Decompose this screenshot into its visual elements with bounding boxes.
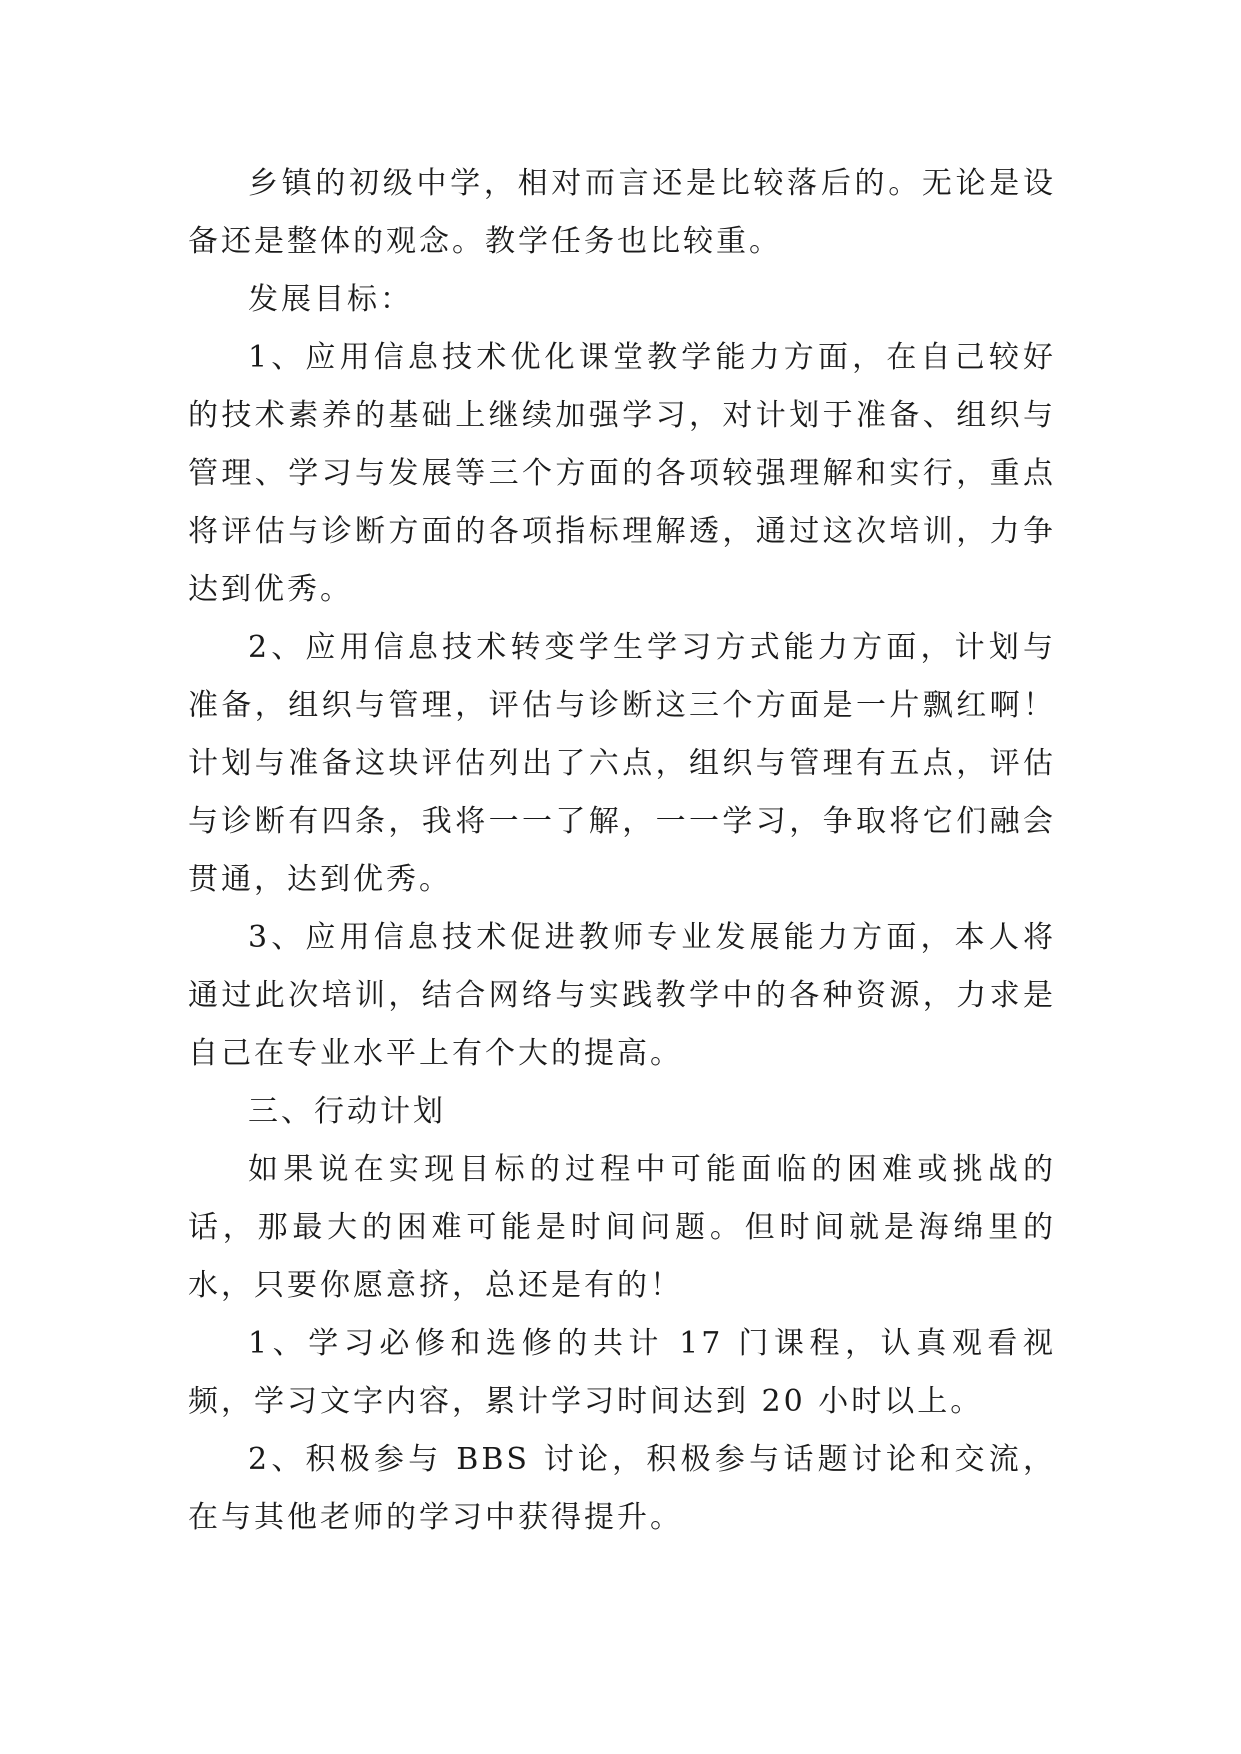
paragraph-action-plan-heading: 三、行动计划	[248, 1094, 446, 1129]
paragraph-plan-2: 2、积极参与 BBS 讨论，积极参与话题讨论和交流，在与其他老师的学习中获得提升。	[188, 1442, 1056, 1535]
paragraph-goals-heading: 发展目标：	[248, 282, 413, 317]
paragraph-goal-2: 2、应用信息技术转变学生学习方式能力方面，计划与准备，组织与管理，评估与诊断这三个方面是一片飘红啊！计划与准备这块评估列出了六点，组织与管理有五点，评估与诊断有四条，我将一一了解，一一学习，争取将它们融会贯通，达到优秀。	[188, 630, 1056, 897]
paragraph-goal-3: 3、应用信息技术促进教师专业发展能力方面，本人将通过此次培训，结合网络与实践教学中的各种资源，力求是自己在专业水平上有个大的提高。	[188, 920, 1056, 1071]
paragraph-goal-1: 1、应用信息技术优化课堂教学能力方面，在自己较好的技术素养的基础上继续加强学习，对计划于准备、组织与管理、学习与发展等三个方面的各项较强理解和实行，重点将评估与诊断方面的各项指标理解透，通过这次培训，力争达到优秀。	[188, 340, 1056, 607]
paragraph-challenge: 如果说在实现目标的过程中可能面临的困难或挑战的话，那最大的困难可能是时间问题。但时间就是海绵里的水，只要你愿意挤，总还是有的！	[188, 1152, 1056, 1303]
paragraph-plan-1: 1、学习必修和选修的共计 17 门课程，认真观看视频，学习文字内容，累计学习时间达到 20 小时以上。	[188, 1326, 1056, 1419]
paragraph-intro: 乡镇的初级中学，相对而言还是比较落后的。无论是设备还是整体的观念。教学任务也比较重。	[188, 166, 1056, 259]
document-page	[188, 155, 1056, 1547]
